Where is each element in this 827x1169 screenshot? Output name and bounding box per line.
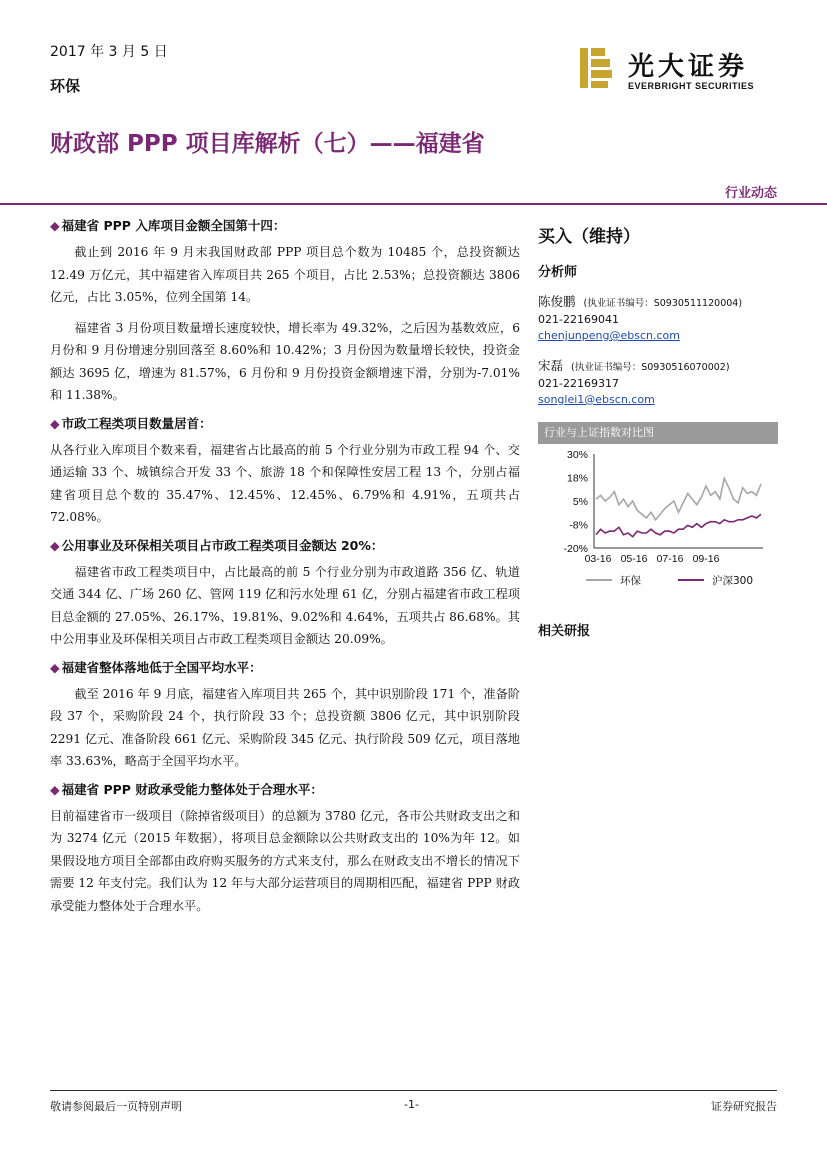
section-paragraph: 截止到 2016 年 9 月末我国财政部 PPP 项目总个数为 10485 个，总投资额达 12.49 万亿元，其中福建省入库项目共 265 个项目，占比 2.53%；总投资额达 3806 亿元，占比 3.05%，位列全国第 14。 — [50, 245, 520, 304]
section-heading-text: 福建省 PPP 入库项目金额全国第十四： — [61, 218, 286, 233]
report-type: 行业动态 — [724, 186, 777, 201]
sector-label: 环保 — [50, 77, 81, 95]
y-tick-label: 18% — [566, 472, 588, 485]
main-content — [50, 217, 520, 925]
section-heading — [50, 217, 520, 235]
series-line-2 — [596, 514, 761, 537]
analyst-cert: (执业证书编号：S0930511120004) — [583, 298, 743, 309]
chart-canvas — [538, 444, 778, 604]
section-paragraph: 福建省市政工程类项目中，占比最高的前 5 个行业分别为市政道路 356 亿、轨道交通 344 亿、广场 260 亿、管网 119 亿和污水处理 61 亿，分别占福建省市政工程项目总金额的 27.05%、26.17%、19.81%、9.02%和 4.64%，五项共占 86.68%。其中公用事业及环保相关项目占市政工程类项目金额达 20.09%。 — [50, 564, 520, 646]
company-logo — [580, 48, 790, 96]
analyst-card — [538, 294, 778, 344]
legend-label: 沪深300 — [712, 575, 754, 587]
everbright-logo-icon — [580, 48, 614, 88]
logo-text-cn: 光大证券 — [628, 52, 749, 82]
section-heading — [50, 537, 520, 555]
section-ranking — [50, 217, 520, 407]
analyst-heading: 分析师 — [538, 265, 578, 280]
page-number: -1- — [404, 1098, 419, 1111]
section-paragraph: 目前福建省市一级项目（除掉省级项目）的总额为 3780 亿元，各市公共财政支出之和为 3274 亿元（2015 年数据），将项目总金额除以公共财政支出的 10%为年 12。如果假设地方项目全部都由政府购买服务的方式来支付，那么在财政支出不增长的情况下需要 12 年支付完。我们认为 12 年与大部分运营项目的周期相匹配，福建省 PPP 财政承受能力整体处于合理水平。 — [50, 808, 520, 913]
y-tick-label: 30% — [566, 449, 588, 461]
diamond-bullet-icon: ◆ — [50, 659, 60, 675]
analyst-cert: (执业证书编号：S0930516070002) — [571, 362, 730, 373]
section-utilities — [50, 537, 520, 651]
footer-report-label: 证券研究报告 — [711, 1100, 777, 1113]
x-tick-label: 09-16 — [692, 553, 720, 565]
section-heading — [50, 415, 520, 433]
analyst-phone: 021-22169041 — [538, 313, 619, 326]
investment-rating: 买入（维持） — [538, 227, 640, 247]
section-heading — [50, 659, 520, 677]
x-tick-label: 03-16 — [584, 553, 612, 565]
diamond-bullet-icon: ◆ — [50, 218, 60, 233]
analyst-name: 宋磊 — [538, 358, 564, 373]
analyst-card — [538, 358, 778, 408]
section-heading-text: 福建省整体落地低于全国平均水平： — [61, 659, 262, 675]
x-tick-label: 07-16 — [656, 553, 684, 565]
section-fiscal-capacity — [50, 781, 520, 918]
sidebar — [538, 222, 778, 639]
footer-divider — [50, 1090, 777, 1091]
x-tick-label: 05-16 — [620, 553, 648, 565]
analyst-phone: 021-22169317 — [538, 377, 619, 390]
header-divider — [0, 203, 827, 205]
y-tick-label: -20% — [563, 543, 588, 555]
report-date: 2017 年 3 月 5 日 — [50, 44, 168, 60]
analyst-email-link[interactable]: songlei1@ebscn.com — [538, 393, 655, 406]
analyst-email-link[interactable]: chenjunpeng@ebscn.com — [538, 329, 680, 342]
section-heading-text: 公用事业及环保相关项目占市政工程类项目金额达 20%： — [61, 537, 384, 553]
y-tick-label: 5% — [572, 496, 588, 508]
section-paragraph: 从各行业入库项目个数来看，福建省占比最高的前 5 个行业分别为市政工程 94 个、交通运输 33 个、城镇综合开发 33 个、旅游 18 个和保障性安居工程 13 个，分别占福建省项目总个数的 35.47%、12.45%、12.45%、6.79%和 4.91%，五项共占 72.08%。 — [50, 442, 520, 524]
section-municipal-count — [50, 415, 520, 529]
section-heading — [50, 781, 520, 799]
diamond-bullet-icon: ◆ — [50, 781, 60, 797]
section-landing-rate — [50, 659, 520, 773]
series-line-1 — [596, 478, 761, 519]
analyst-name: 陈俊鹏 — [538, 294, 576, 309]
diamond-bullet-icon: ◆ — [50, 415, 60, 431]
y-tick-label: -8% — [569, 519, 588, 532]
comparison-chart — [538, 422, 778, 608]
diamond-bullet-icon: ◆ — [50, 537, 60, 553]
related-research-heading: 相关研报 — [538, 624, 591, 639]
legend-label: 环保 — [620, 575, 641, 587]
section-paragraph: 截至 2016 年 9 月底，福建省入库项目共 265 个，其中识别阶段 171 个，准备阶段 37 个，采购阶段 24 个，执行阶段 33 个；总投资额 3806 亿元，其中识别阶段 2291 亿元、准备阶段 661 亿元、采购阶段 345 亿元、执行阶段 509 亿元，项目落地率 33.63%，略高于全国平均水平。 — [50, 686, 520, 768]
section-heading-text: 市政工程类项目数量居首： — [61, 415, 212, 431]
chart-title: 行业与上证指数对比图 — [538, 422, 778, 444]
section-paragraph: 福建省 3 月份项目数量增长速度较快，增长率为 49.32%，之后因为基数效应，6 月份和 9 月份增速分别回落至 8.60%和 10.42%；3 月份因为数量增长较快，投资金额达 3695 亿，增速为 81.57%，6 月份和 9 月份投资金额增速下滑，分别为-7.01%和 11.38%。 — [50, 320, 520, 402]
section-heading-text: 福建省 PPP 财政承受能力整体处于合理水平： — [61, 781, 323, 797]
footer-disclaimer: 敬请参阅最后一页特别声明 — [50, 1100, 182, 1113]
report-title: 财政部 PPP 项目库解析（七）——福建省 — [50, 131, 485, 157]
logo-text-en: EVERBRIGHT SECURITIES — [628, 81, 755, 91]
